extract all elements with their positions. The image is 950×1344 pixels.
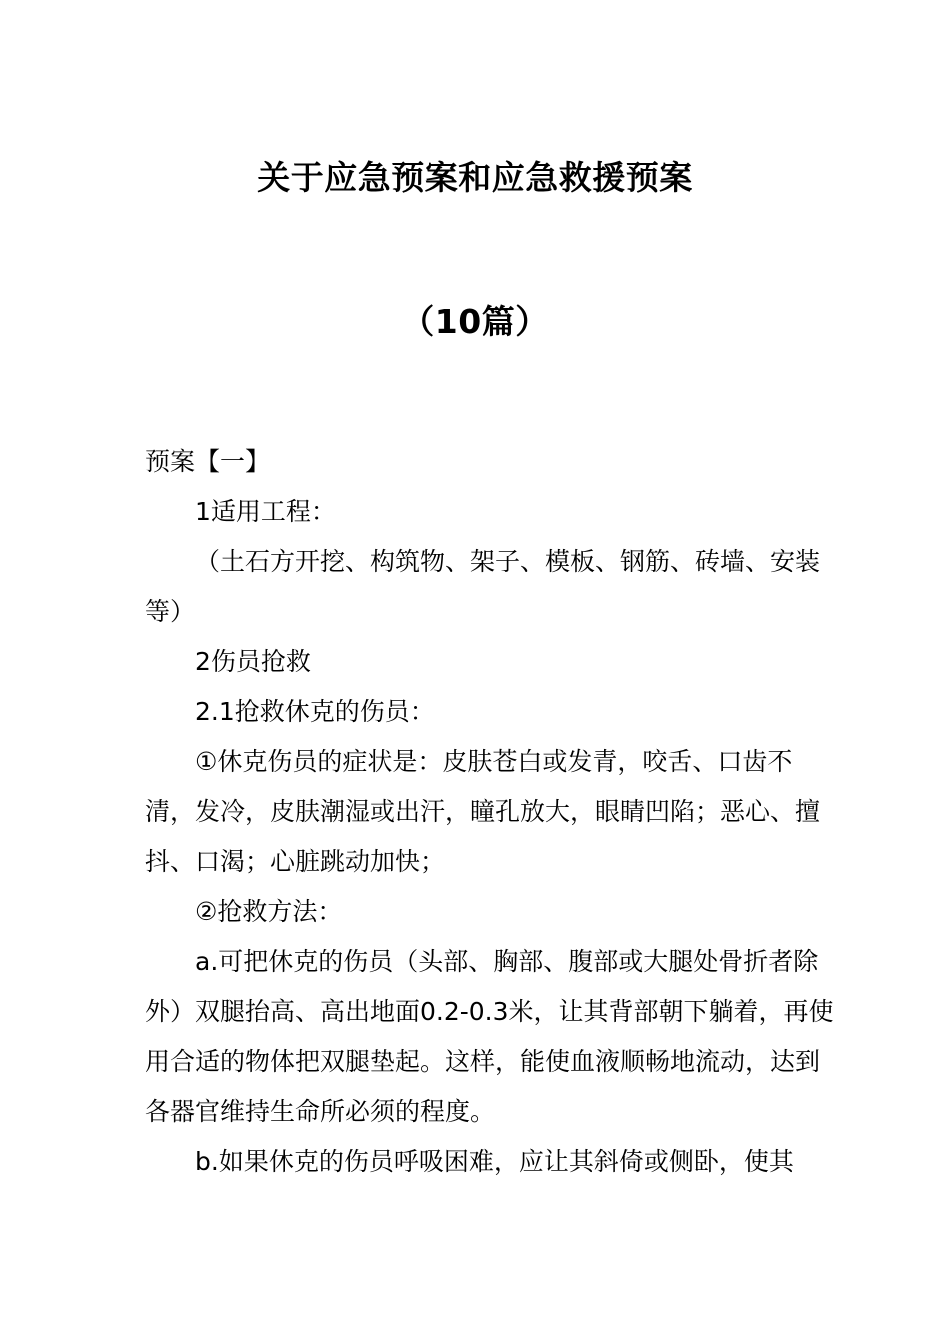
paragraph: a.可把休克的伤员（头部、胸部、腹部或大腿处骨折者除外）双腿抬高、高出地面0.2-0.3米，让其背部朝下躺着，再使用合适的物体把双腿垫起。这样，能使血液顺畅地流动，达到各器官维持生命所必须的程度。: [145, 947, 834, 1126]
paragraph: 2伤员抢救: [195, 647, 311, 676]
document-subtitle: （10篇）: [401, 302, 549, 341]
paragraph: ②抢救方法：: [195, 897, 343, 926]
paragraph: ①休克伤员的症状是：皮肤苍白或发青，咬舌、口齿不清，发冷，皮肤潮湿或出汗，瞳孔放大，眼睛凹陷；恶心、擅抖、口渴；心脏跳动加快；: [145, 747, 821, 876]
paragraph: （土石方开挖、构筑物、架子、模板、钢筋、砖墙、安装等）: [145, 547, 821, 626]
document-title: 关于应急预案和应急救援预案: [257, 158, 693, 197]
section-heading: 预案【一】: [145, 447, 271, 476]
document-body: [145, 437, 835, 1187]
paragraph: 2.1抢救休克的伤员：: [195, 697, 435, 726]
paragraph: b.如果休克的伤员呼吸困难，应让其斜倚或侧卧，使其: [195, 1147, 794, 1176]
paragraph: 1适用工程：: [195, 497, 336, 526]
